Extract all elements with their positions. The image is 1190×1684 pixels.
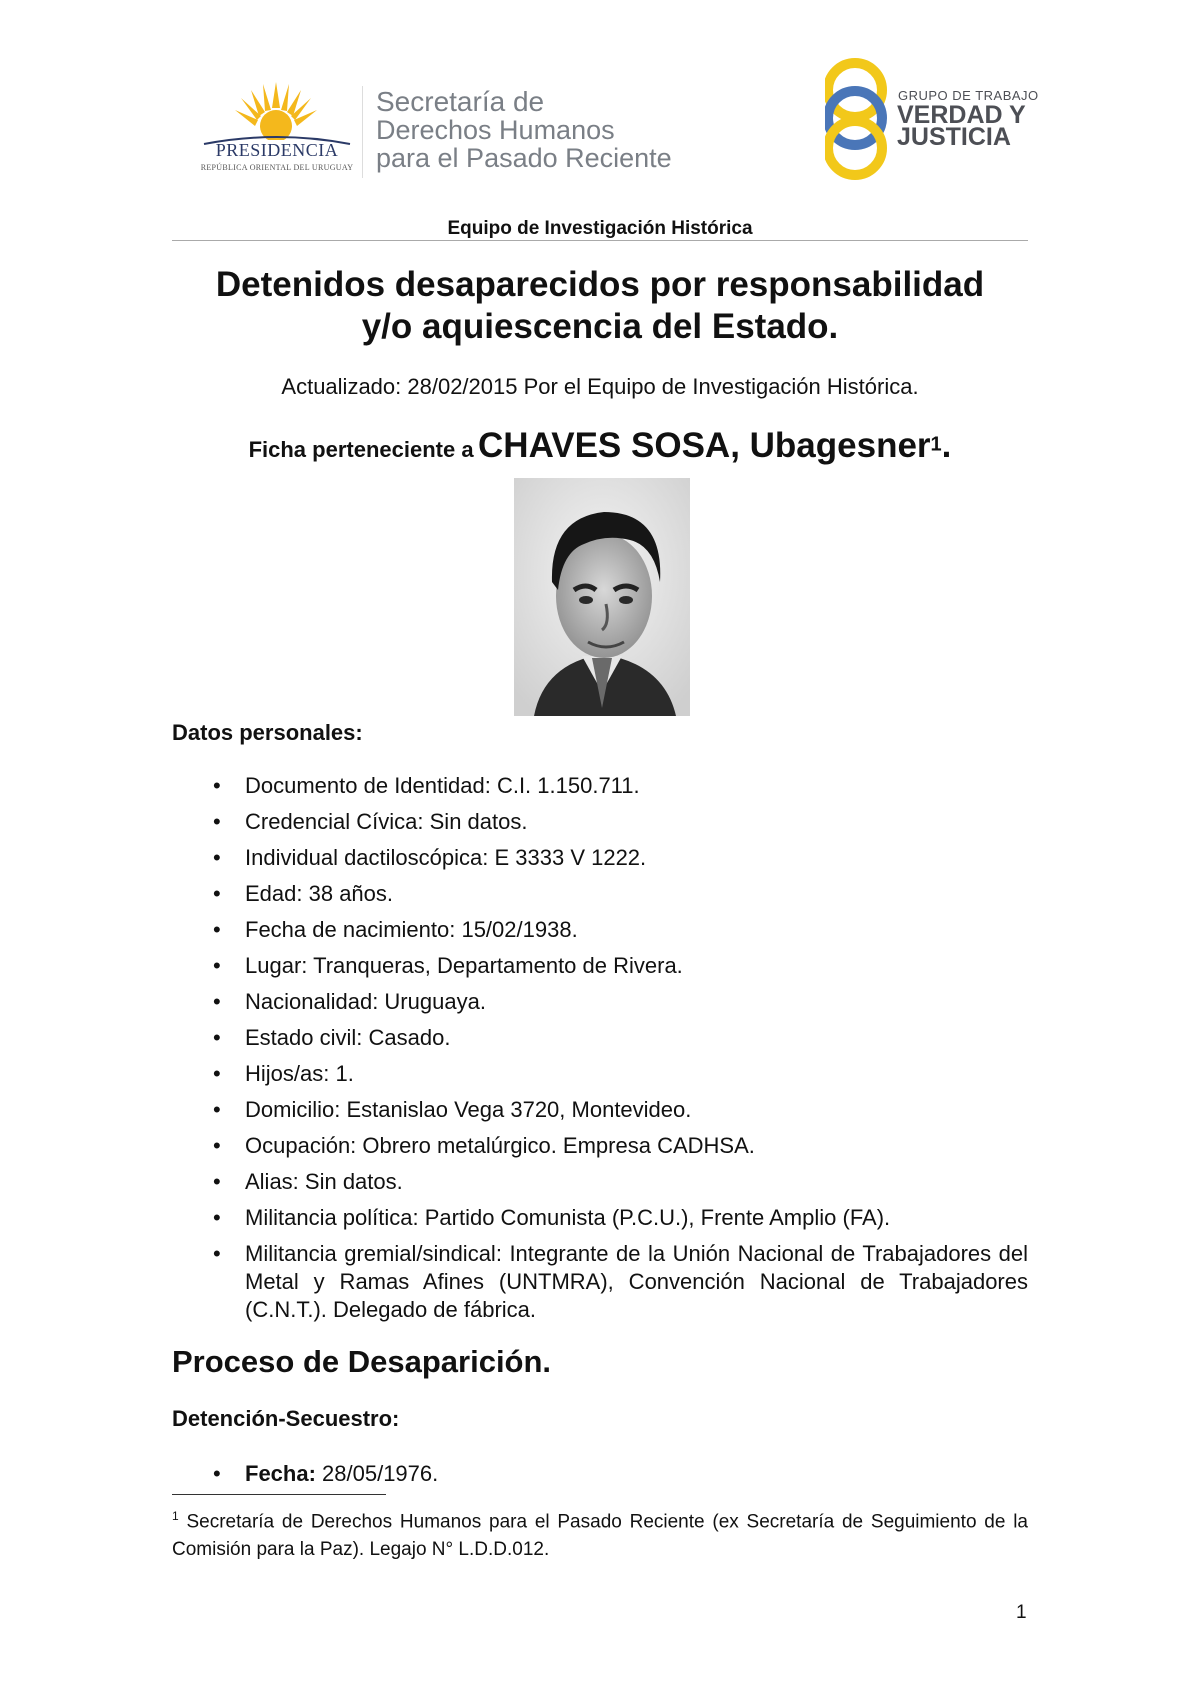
footnote-number: 1: [172, 1509, 179, 1523]
secretaria-line-3: para el Pasado Reciente: [376, 143, 672, 173]
list-item: • Documento de Identidad: C.I. 1.150.711.: [213, 773, 640, 798]
updated-line: Actualizado: 28/02/2015 Por el Equipo de Investigación Histórica.: [281, 374, 919, 399]
datos-personales-heading: Datos personales:: [172, 720, 363, 745]
footnote: [172, 1502, 1028, 1564]
list-item: • Ocupación: Obrero metalúrgico. Empresa CADHSA.: [213, 1133, 755, 1158]
list-item: • Fecha de nacimiento: 15/02/1938.: [213, 917, 578, 942]
secretaria-logo-text: [376, 88, 672, 172]
list-item: • Individual dactiloscópica: E 3333 V 1222.: [213, 845, 647, 870]
team-label: Equipo de Investigación Histórica: [447, 218, 753, 239]
detencion-list: [172, 1460, 1028, 1496]
list-item: • Estado civil: Casado.: [213, 1025, 451, 1050]
page-number: 1: [1016, 1602, 1027, 1623]
footnote-text: Secretaría de Derechos Humanos para el Pasado Reciente (ex Secretaría de Seguimiento de la Comisión para la Paz). Legajo N° L.D.D.012.: [172, 1511, 1028, 1561]
datos-personales-list: [172, 772, 1028, 1332]
detencion-heading: Detención-Secuestro:: [172, 1406, 400, 1431]
list-item: • Lugar: Tranqueras, Departamento de Rivera.: [213, 953, 683, 978]
proceso-heading: Proceso de Desaparición.: [172, 1344, 552, 1379]
ficha-end: .: [941, 426, 952, 465]
page-title: [172, 264, 1028, 348]
list-item: • Militancia política: Partido Comunista (P.C.U.), Frente Amplio (FA).: [213, 1205, 891, 1230]
list-item: • Nacionalidad: Uruguaya.: [213, 989, 486, 1014]
title-line-2: y/o aquiescencia del Estado.: [361, 307, 839, 346]
fecha-label: Fecha:: [245, 1461, 316, 1486]
sun-icon: [231, 80, 321, 140]
presidencia-logo: [198, 80, 356, 180]
list-item: • Domicilio: Estanislao Vega 3720, Montevideo.: [213, 1097, 692, 1122]
ficha-prefix: Ficha perteneciente a: [248, 437, 474, 462]
person-name: CHAVES SOSA, Ubagesner: [478, 426, 931, 465]
presidencia-wordmark: PRESIDENCIA: [215, 140, 339, 160]
fecha-value: 28/05/1976.: [315, 1461, 439, 1486]
header-rule: [172, 240, 1028, 241]
title-line-1: Detenidos desaparecidos por responsabilidad: [215, 265, 985, 304]
portrait-photo: [514, 478, 690, 716]
list-item: • Edad: 38 años.: [213, 881, 394, 906]
logo-divider: [362, 86, 363, 178]
ficha-heading: [172, 426, 1028, 466]
list-item: • Hijos/as: 1.: [213, 1061, 354, 1086]
list-item: • Credencial Cívica: Sin datos.: [213, 809, 528, 834]
gtvj-line-1: VERDAD Y: [897, 101, 1026, 129]
gtvj-small-label: GRUPO DE TRABAJO: [898, 88, 1039, 103]
footnote-rule: [172, 1494, 386, 1495]
gtvj-line-2: JUSTICIA: [897, 123, 1011, 151]
footnote-ref: 1: [930, 433, 942, 456]
list-item: • Militancia gremial/sindical: Integrante de la Unión Nacional de Trabajadores del Metal y Ramas Afines (UNTMRA), Convención Nacional de Trabajadores (C.N.T.). Delegado de fábrica.: [213, 1241, 1028, 1322]
secretaria-line-2: Derechos Humanos: [376, 115, 615, 145]
presidencia-subtitle: REPÚBLICA ORIENTAL DEL URUGUAY: [200, 163, 354, 172]
list-item: • Alias: Sin datos.: [213, 1169, 403, 1194]
list-item: • Fecha: 28/05/1976.: [213, 1461, 439, 1486]
secretaria-line-1: Secretaría de: [376, 86, 545, 117]
